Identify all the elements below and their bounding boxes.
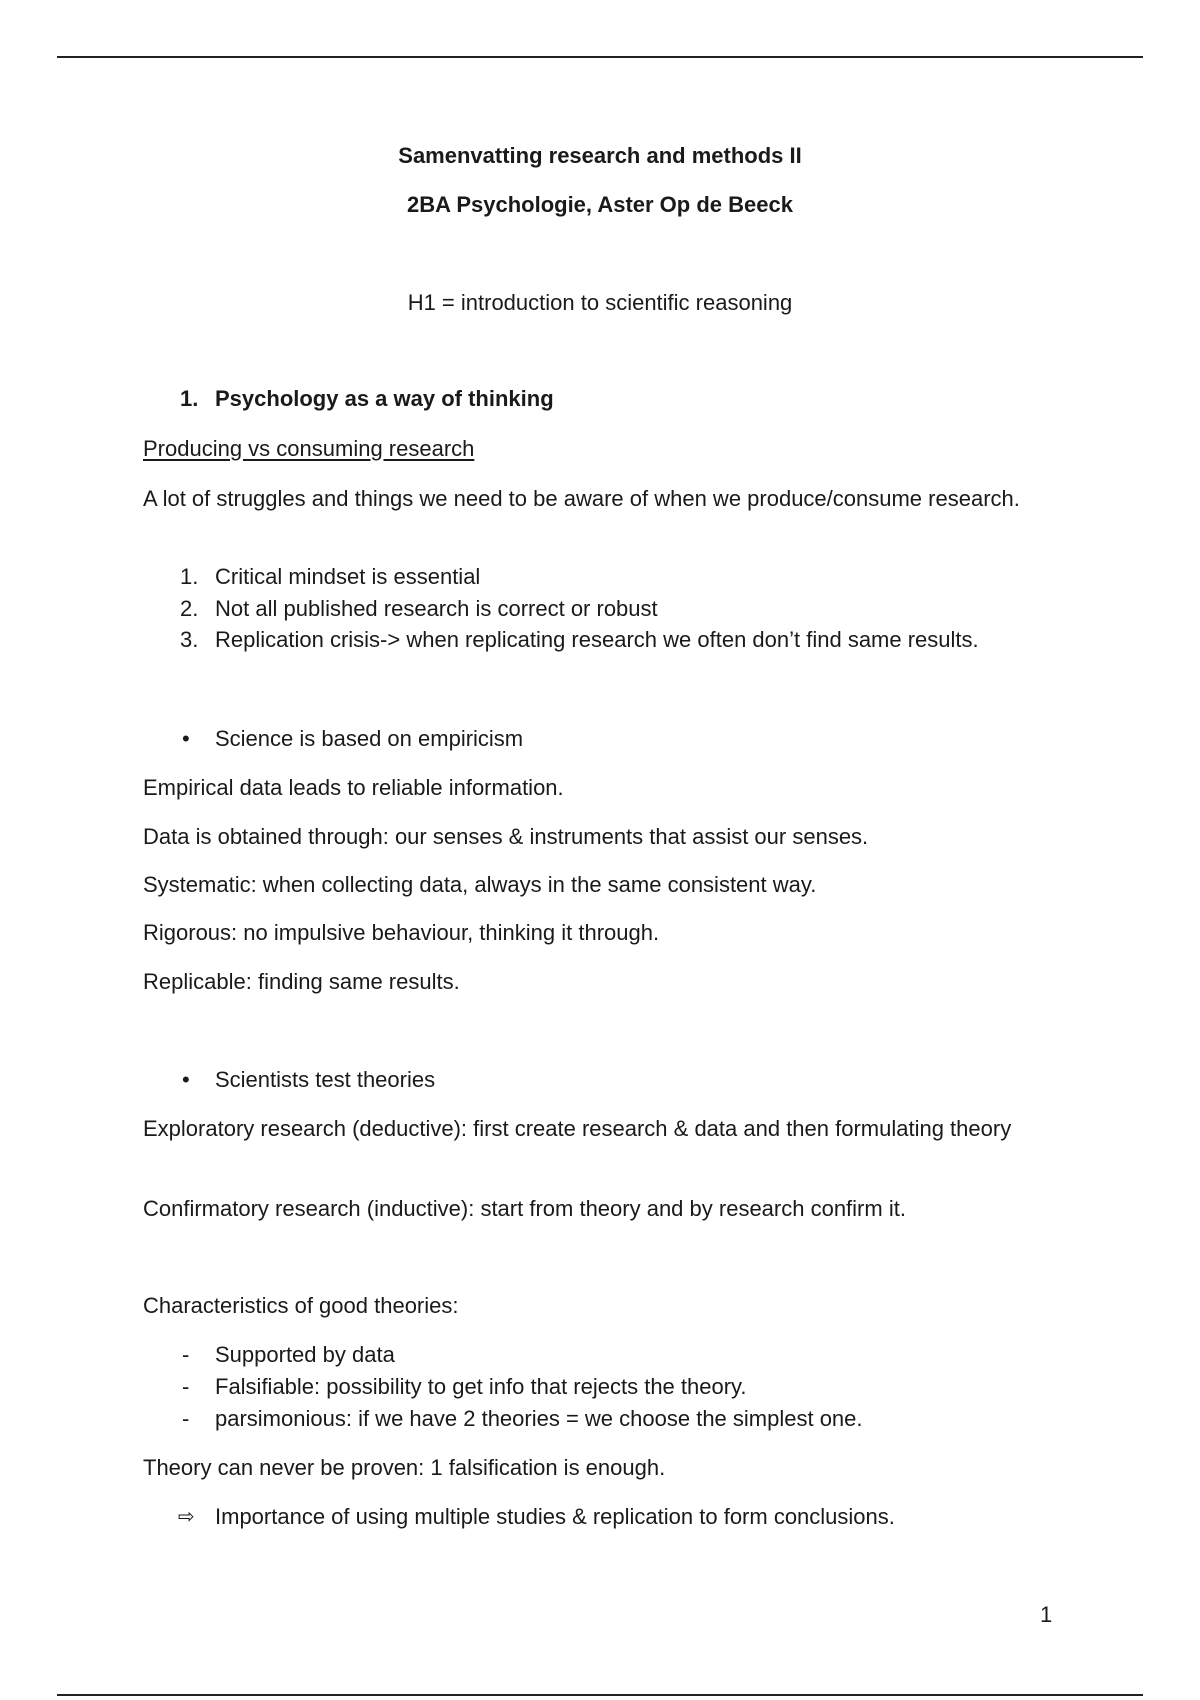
list-item: Falsifiable: possibility to get info that rejects the theory. <box>215 1374 747 1399</box>
good-theories-heading: Characteristics of good theories: <box>143 1293 459 1318</box>
empiricism-line: Rigorous: no impulsive behaviour, thinking it through. <box>143 920 660 945</box>
list-marker: 2. <box>180 596 199 621</box>
list-marker: 1. <box>180 564 199 589</box>
document-title: Samenvatting research and methods II <box>398 143 802 168</box>
chapter-heading: H1 = introduction to scientific reasoning <box>407 290 793 315</box>
list-item: parsimonious: if we have 2 theories = we choose the simplest one. <box>215 1406 863 1431</box>
empiricism-line: Empirical data leads to reliable information. <box>143 775 564 800</box>
dash-marker: - <box>182 1342 190 1367</box>
producing-heading: Producing vs consuming research <box>143 436 475 461</box>
exploratory-text: Exploratory research (deductive): first create research & data and then formulating theory <box>143 1116 1012 1141</box>
dash-marker: - <box>182 1374 190 1399</box>
list-item: Not all published research is correct or robust <box>215 596 658 621</box>
dash-marker: - <box>182 1406 190 1431</box>
footer-rule <box>57 1694 1143 1696</box>
empiricism-heading: Science is based on empiricism <box>215 726 524 751</box>
document-subtitle: 2BA Psychologie, Aster Op de Beeck <box>407 192 793 217</box>
arrow-right-icon: ⇨ <box>178 1506 195 1528</box>
list-item: Critical mindset is essential <box>215 564 481 589</box>
header-rule <box>57 56 1143 58</box>
list-marker: 3. <box>180 627 199 652</box>
theories-heading: Scientists test theories <box>215 1067 436 1092</box>
list-item: Supported by data <box>215 1342 395 1367</box>
empiricism-line: Systematic: when collecting data, always in the same consistent way. <box>143 872 817 897</box>
empiricism-line: Data is obtained through: our senses & instruments that assist our senses. <box>143 824 869 849</box>
never-proven-text: Theory can never be proven: 1 falsification is enough. <box>143 1455 666 1480</box>
page-number: 1 <box>1040 1602 1053 1627</box>
bullet-icon: • <box>182 726 190 751</box>
confirmatory-text: Confirmatory research (inductive): start from theory and by research confirm it. <box>143 1196 906 1221</box>
section-heading: Psychology as a way of thinking <box>215 386 554 411</box>
section-number: 1. <box>180 386 199 411</box>
bullet-icon: • <box>182 1067 190 1092</box>
list-item: Replication crisis-> when replicating research we often don’t find same results. <box>215 627 979 652</box>
conclusion-text: Importance of using multiple studies & replication to form conclusions. <box>215 1504 895 1529</box>
producing-intro: A lot of struggles and things we need to be aware of when we produce/consume research. <box>143 486 1020 511</box>
empiricism-line: Replicable: finding same results. <box>143 969 460 994</box>
